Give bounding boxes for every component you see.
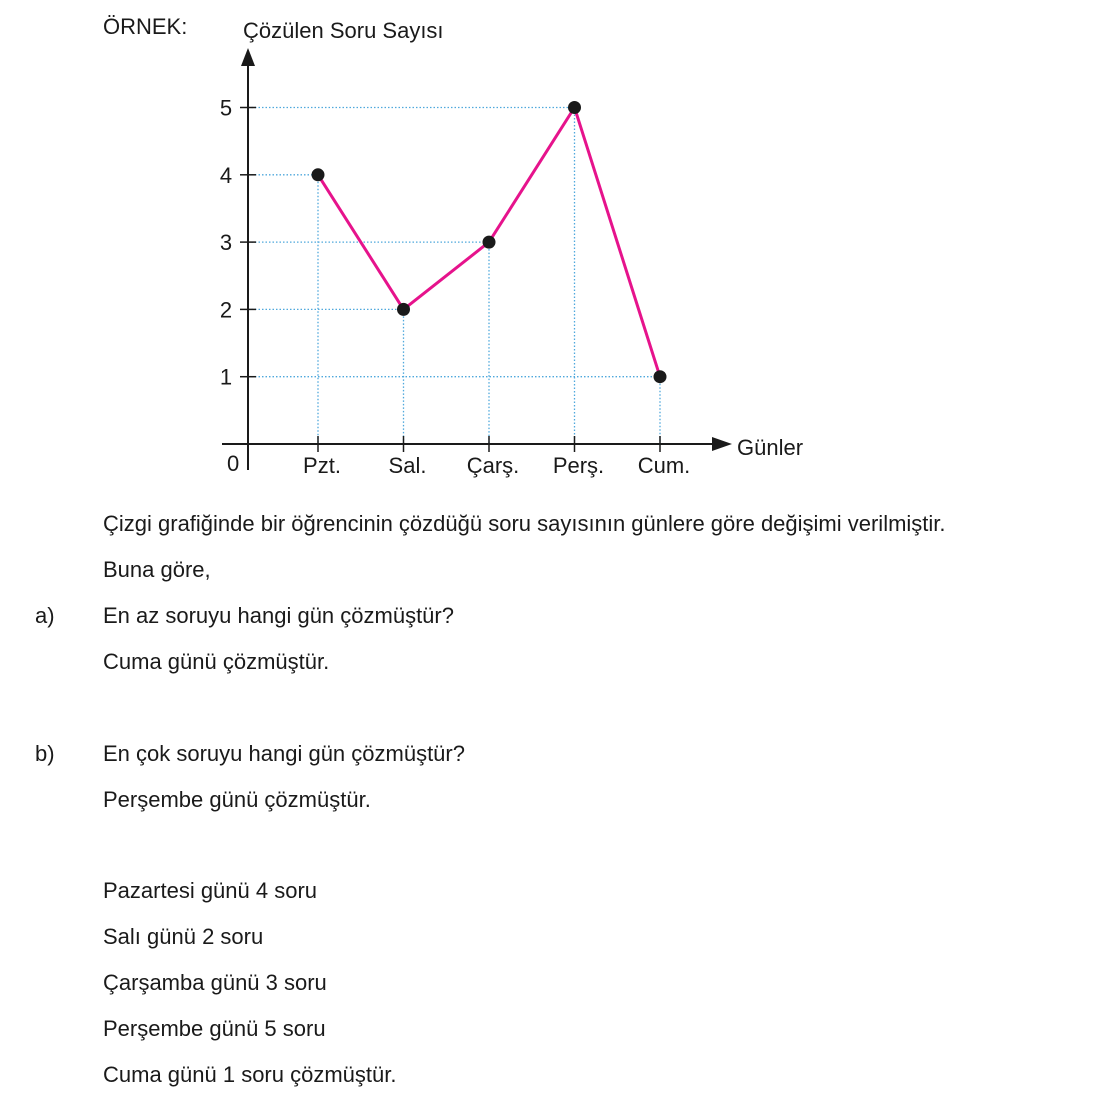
x-ticks <box>303 436 690 478</box>
data-point <box>483 236 496 249</box>
example-label: ÖRNEK: <box>103 14 188 39</box>
question-b-answer: Perşembe günü çözmüştür. <box>103 787 371 812</box>
summary-line: Perşembe günü 5 soru <box>103 1016 326 1041</box>
y-tick-label: 1 <box>219 364 233 390</box>
line-chart <box>0 0 1101 500</box>
y-tick-label: 5 <box>219 95 233 121</box>
x-axis-title: Günler <box>737 435 804 460</box>
question-b-text: En çok soruyu hangi gün çözmüştür? <box>103 741 465 766</box>
y-tick-label: 4 <box>219 162 233 188</box>
x-axis-arrow <box>712 437 732 451</box>
summary-line: Pazartesi günü 4 soru <box>103 878 318 903</box>
x-tick-label: Cum. <box>637 453 691 478</box>
data-point <box>397 303 410 316</box>
y-ticks <box>220 96 256 390</box>
origin-label: 0 <box>227 451 240 476</box>
intro-text: Buna göre, <box>103 557 211 582</box>
data-point <box>568 101 581 114</box>
summary-line: Salı günü 2 soru <box>103 924 264 949</box>
y-axis-arrow <box>241 48 255 66</box>
y-tick-label: 3 <box>219 230 233 256</box>
x-tick-label: Perş. <box>552 453 605 478</box>
question-a-answer: Cuma günü çözmüştür. <box>103 649 330 674</box>
question-a-letter: a) <box>35 603 55 628</box>
chart-axes <box>219 48 732 470</box>
x-tick-label: Sal. <box>388 453 427 478</box>
description-text: Çizgi grafiğinde bir öğrencinin çözdüğü soru sayısının günlere göre değişimi verilmiştir. <box>103 511 946 536</box>
summary-line: Çarşamba günü 3 soru <box>103 970 327 995</box>
y-tick-label: 2 <box>219 297 233 323</box>
y-axis-title: Çözülen Soru Sayısı <box>243 18 444 43</box>
question-b-letter: b) <box>35 741 55 766</box>
data-point <box>654 370 667 383</box>
data-point <box>312 168 325 181</box>
question-a-text: En az soruyu hangi gün çözmüştür? <box>103 603 454 628</box>
guide-lines <box>248 108 660 445</box>
summary-line: Cuma günü 1 soru çözmüştür. <box>103 1062 397 1087</box>
x-tick-label: Çarş. <box>466 453 520 478</box>
x-tick-label: Pzt. <box>303 453 341 478</box>
